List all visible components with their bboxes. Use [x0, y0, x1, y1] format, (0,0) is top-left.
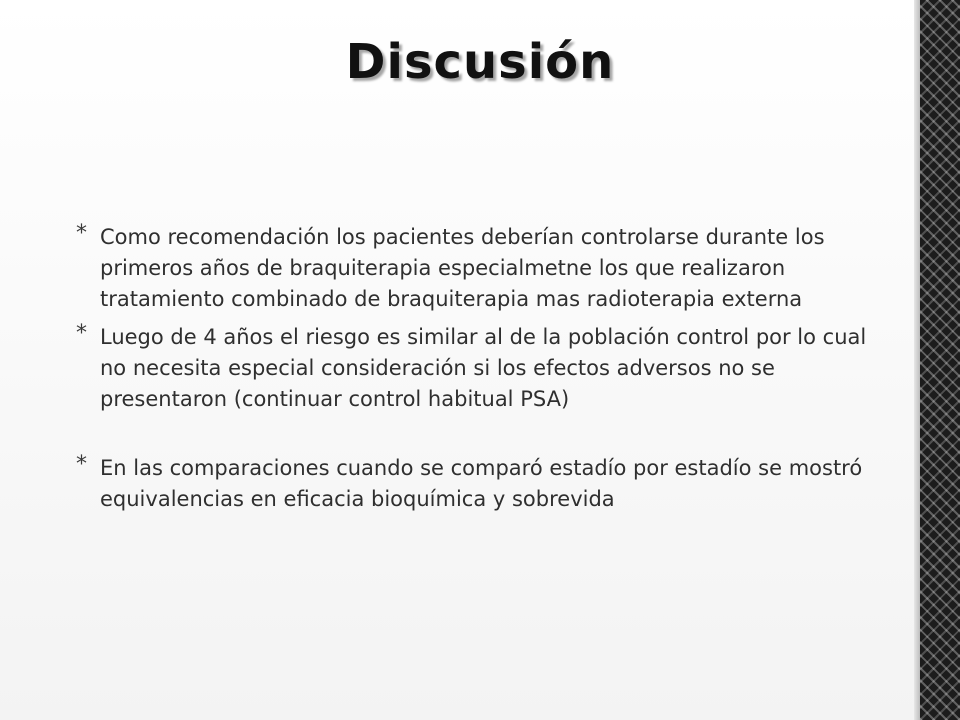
decorative-edge-band	[920, 0, 960, 720]
slide-title: Discusión	[345, 34, 615, 90]
bullet-text: Luego de 4 años el riesgo es similar al de la población control por lo cual no necesita especial consideración si los efectos adversos no se presentaron (continuar control habitual PSA)	[100, 325, 867, 411]
bullet-marker: *	[76, 221, 87, 246]
bullet-text: En las comparaciones cuando se comparó estadío por estadío se mostró equivalencias en eficacia bioquímica y sobrevida	[100, 456, 863, 511]
bullet-item	[72, 322, 872, 415]
bullet-marker: *	[76, 452, 87, 477]
bullet-item	[72, 453, 872, 515]
bullet-text: Como recomendación los pacientes deberían controlarse durante los primeros años de braquiterapia especialmetne los que realizaron tratamiento combinado de braquiterapia mas radioterapia externa	[100, 225, 825, 311]
bullet-marker: *	[76, 321, 87, 346]
bullet-list	[72, 222, 872, 515]
bullet-item	[72, 222, 872, 315]
